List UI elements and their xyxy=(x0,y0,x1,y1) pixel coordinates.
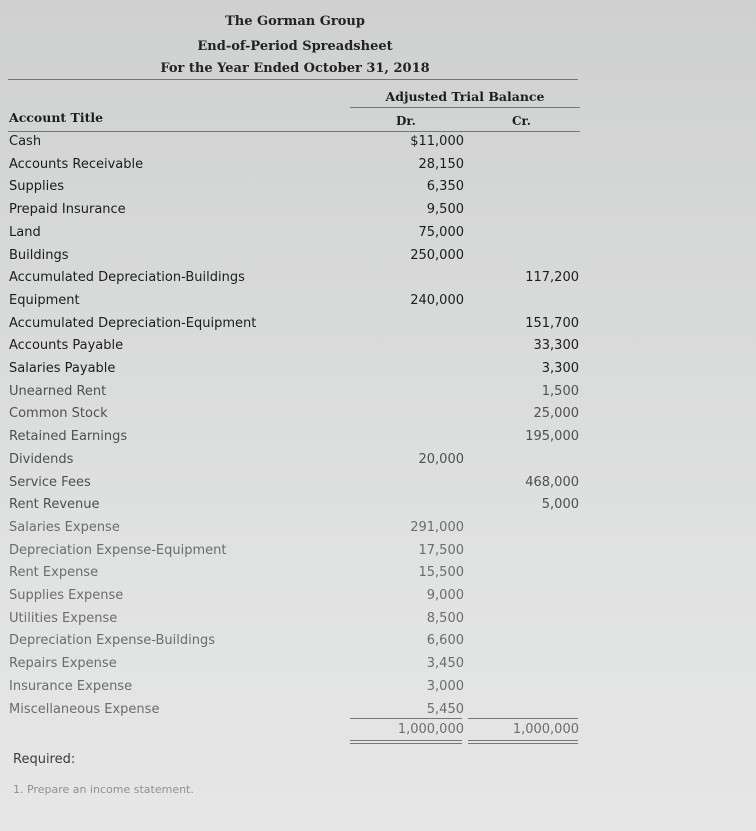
credit-amount: 195,000 xyxy=(525,429,579,445)
header-rule xyxy=(8,79,578,80)
company-name: The Gorman Group xyxy=(225,14,365,29)
account-name: Accounts Receivable xyxy=(9,156,144,172)
account-row xyxy=(0,656,590,678)
account-row xyxy=(0,543,590,565)
account-name: Rent Expense xyxy=(9,565,99,581)
account-row xyxy=(0,316,590,338)
credit-amount: 3,300 xyxy=(541,361,579,376)
account-name: Salaries Expense xyxy=(9,519,120,535)
debit-amount: 8,500 xyxy=(426,610,464,626)
account-name: Accumulated Depreciation-Equipment xyxy=(9,315,257,331)
account-name: Repairs Expense xyxy=(9,656,117,672)
account-name: Unearned Rent xyxy=(9,383,107,399)
debit-heading: Dr. xyxy=(396,114,416,128)
account-row xyxy=(0,611,590,633)
credit-amount: 1,500 xyxy=(541,383,579,399)
account-name: Equipment xyxy=(9,292,80,308)
debit-double-rule-2 xyxy=(350,743,462,744)
account-row xyxy=(0,429,590,451)
debit-amount: 20,000 xyxy=(418,451,464,467)
account-name: Service Fees xyxy=(9,474,91,490)
account-name: Dividends xyxy=(9,451,74,467)
account-row xyxy=(0,452,590,474)
account-row xyxy=(0,679,590,701)
account-name: Rent Revenue xyxy=(9,497,100,513)
group-rule xyxy=(350,107,580,108)
required-label: Required: xyxy=(13,752,76,767)
debit-sum-rule xyxy=(350,718,462,719)
column-heading-rule xyxy=(8,131,580,132)
credit-sum-rule xyxy=(468,718,578,719)
debit-amount: 240,000 xyxy=(410,292,464,308)
account-name: Utilities Expense xyxy=(9,610,118,626)
adjusted-trial-balance-heading: Adjusted Trial Balance xyxy=(385,89,545,104)
total-credit: 1,000,000 xyxy=(512,722,579,737)
account-row xyxy=(0,338,590,360)
debit-amount: 250,000 xyxy=(410,247,464,263)
account-row xyxy=(0,406,590,428)
credit-amount: 5,000 xyxy=(541,497,579,513)
credit-amount: 25,000 xyxy=(533,406,579,422)
account-name: Supplies xyxy=(9,179,64,195)
account-row xyxy=(0,202,590,224)
debit-amount: 75,000 xyxy=(418,224,464,240)
credit-double-rule-2 xyxy=(468,743,578,744)
account-title-heading: Account Title xyxy=(9,110,104,125)
account-row xyxy=(0,497,590,519)
credit-amount: 151,700 xyxy=(525,315,579,331)
account-name: Supplies Expense xyxy=(9,588,124,603)
credit-amount: 468,000 xyxy=(525,474,579,490)
account-name: Accumulated Depreciation-Buildings xyxy=(9,270,245,286)
account-name: Salaries Payable xyxy=(9,361,116,376)
account-name: Cash xyxy=(9,134,42,149)
account-row xyxy=(0,588,590,610)
report-period: For the Year Ended October 31, 2018 xyxy=(160,61,430,76)
account-row xyxy=(0,384,590,406)
account-row xyxy=(0,248,590,270)
debit-amount: 9,500 xyxy=(426,202,464,218)
required-item: 1. Prepare an income statement. xyxy=(13,783,194,796)
debit-amount: 3,000 xyxy=(426,678,464,694)
debit-double-rule-1 xyxy=(350,740,462,741)
account-row xyxy=(0,179,590,201)
account-row xyxy=(0,565,590,587)
account-name: Depreciation Expense-Equipment xyxy=(9,542,227,558)
debit-amount: 291,000 xyxy=(410,519,464,535)
account-name: Retained Earnings xyxy=(9,429,128,445)
account-name: Common Stock xyxy=(9,406,108,422)
debit-amount: 6,350 xyxy=(426,179,464,195)
debit-amount: 9,000 xyxy=(426,588,464,603)
credit-double-rule-1 xyxy=(468,740,578,741)
account-row xyxy=(0,293,590,315)
credit-heading: Cr. xyxy=(512,114,531,128)
debit-amount: 3,450 xyxy=(426,656,464,672)
total-debit: 1,000,000 xyxy=(397,722,464,737)
account-row xyxy=(0,157,590,179)
account-name: Buildings xyxy=(9,247,69,263)
debit-amount: 6,600 xyxy=(426,633,464,649)
account-row xyxy=(0,134,590,156)
account-name: Insurance Expense xyxy=(9,678,133,694)
credit-amount: 33,300 xyxy=(533,338,579,354)
debit-amount: 28,150 xyxy=(418,156,464,172)
account-row xyxy=(0,702,590,724)
account-name: Miscellaneous Expense xyxy=(9,701,160,717)
account-row xyxy=(0,361,590,383)
account-row xyxy=(0,270,590,292)
debit-amount: 17,500 xyxy=(418,542,464,558)
account-row xyxy=(0,633,590,655)
debit-amount: 5,450 xyxy=(426,701,464,717)
credit-amount: 117,200 xyxy=(525,270,579,286)
report-title: End-of-Period Spreadsheet xyxy=(197,39,393,54)
debit-amount: 15,500 xyxy=(418,565,464,581)
account-name: Land xyxy=(9,224,41,240)
account-name: Depreciation Expense-Buildings xyxy=(9,633,215,649)
account-name: Accounts Payable xyxy=(9,338,124,354)
account-row xyxy=(0,520,590,542)
account-row xyxy=(0,225,590,247)
debit-amount: $11,000 xyxy=(410,134,464,149)
account-row xyxy=(0,475,590,497)
account-name: Prepaid Insurance xyxy=(9,202,126,218)
